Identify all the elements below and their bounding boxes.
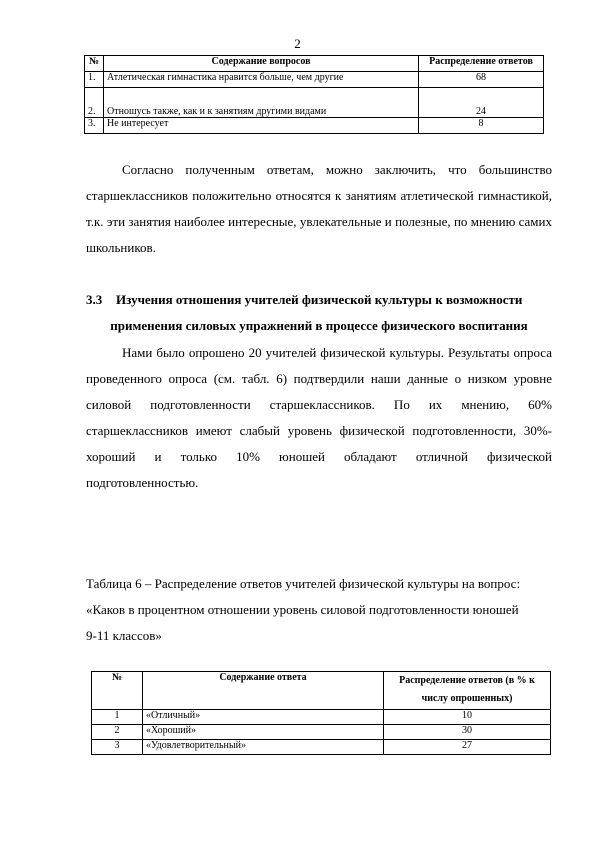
row-num: 2 bbox=[92, 725, 143, 740]
header-num: № bbox=[85, 56, 104, 72]
row-value: 27 bbox=[384, 740, 551, 755]
row-value: 10 bbox=[384, 710, 551, 725]
section-heading bbox=[86, 287, 552, 339]
table-row bbox=[92, 725, 551, 740]
caption-line3: 9-11 классов» bbox=[86, 628, 162, 643]
row-num: 3 bbox=[92, 740, 143, 755]
row-num: 2. bbox=[85, 88, 104, 118]
section-title-line2: применения силовых упражнений в процессе физического воспитания bbox=[110, 318, 528, 333]
header-content: Содержание ответа bbox=[143, 672, 384, 710]
table-header-row bbox=[85, 56, 544, 72]
table-header-row bbox=[92, 672, 551, 710]
row-num: 3. bbox=[85, 118, 104, 134]
row-value: 68 bbox=[419, 72, 544, 88]
header-dist-line2: числу опрошенных) bbox=[421, 693, 513, 704]
row-text: «Хороший» bbox=[143, 725, 384, 740]
paragraph-conclusion bbox=[86, 157, 552, 261]
page-number: 2 bbox=[294, 36, 301, 51]
header-dist-line1: Распределение ответов (в % к bbox=[399, 675, 535, 686]
table-row bbox=[85, 118, 544, 134]
section-number: 3.3 bbox=[86, 292, 103, 307]
teacher-answers-table bbox=[91, 671, 551, 755]
row-text: «Отличный» bbox=[143, 710, 384, 725]
table-row bbox=[92, 740, 551, 755]
table-row bbox=[85, 72, 544, 88]
header-content: Содержание вопросов bbox=[104, 56, 419, 72]
table-row bbox=[85, 88, 544, 118]
row-text: Отношусь также, как и к занятиям другими видами bbox=[104, 88, 419, 118]
paragraph-text: Нами было опрошено 20 учителей физической культуры. Результаты опроса проведенного опроса (см. табл. 6) подтвердили наши данные о низком уровне силовой подготовленности старшеклассников. По их мнению, 60% старшеклассников имеют слабый уровень физической подготовленности, 30%-хороший и только 10% юношей обладают отличной физической подготовленностью. bbox=[86, 345, 552, 490]
header-distribution bbox=[384, 672, 551, 710]
paragraph-survey bbox=[86, 340, 552, 496]
row-text: Не интересует bbox=[104, 118, 419, 134]
row-value: 8 bbox=[419, 118, 544, 134]
table6-caption bbox=[86, 571, 552, 649]
row-text: «Удовлетворительный» bbox=[143, 740, 384, 755]
paragraph-text: Согласно полученным ответам, можно заключить, что большинство старшеклассников положительно относятся к занятиям атлетической гимнастикой, т.к. эти занятия наиболее интересные, увлекательные и полезные, по мнению самих школьников. bbox=[86, 162, 552, 255]
answers-table bbox=[84, 55, 544, 134]
row-value: 30 bbox=[384, 725, 551, 740]
header-num: № bbox=[92, 672, 143, 710]
table-row bbox=[92, 710, 551, 725]
row-num: 1 bbox=[92, 710, 143, 725]
row-text: Атлетическая гимнастика нравится больше, чем другие bbox=[104, 72, 419, 88]
header-distribution: Распределение ответов bbox=[419, 56, 544, 72]
caption-line1: Таблица 6 – Распределение ответов учителей физической культуры на вопрос: bbox=[86, 576, 521, 591]
caption-line2: «Каков в процентном отношении уровень силовой подготовленности юношей bbox=[86, 602, 519, 617]
row-value: 24 bbox=[419, 88, 544, 118]
row-num: 1. bbox=[85, 72, 104, 88]
section-title-line1: Изучения отношения учителей физической культуры к возможности bbox=[116, 292, 523, 307]
